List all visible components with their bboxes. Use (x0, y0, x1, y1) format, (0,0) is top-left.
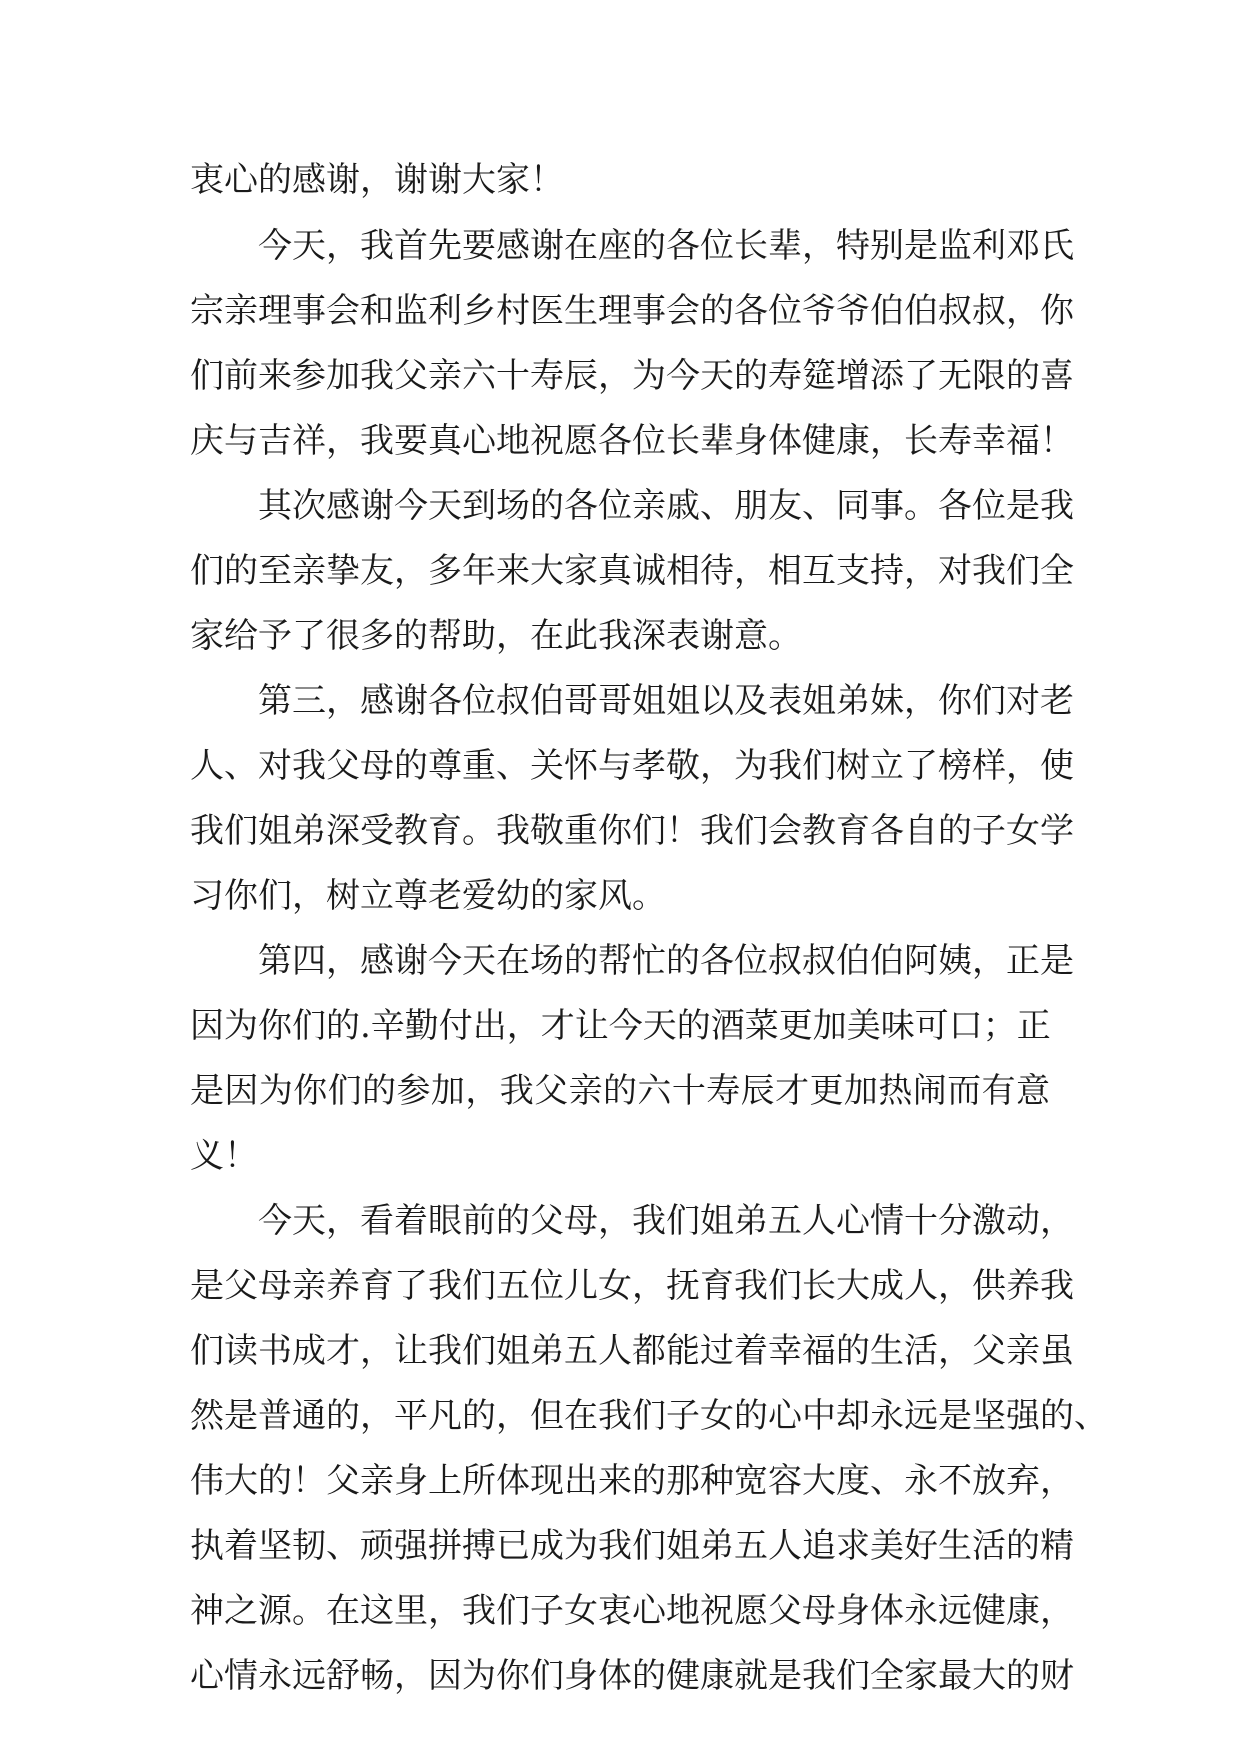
text-line: 心情永远舒畅，因为你们身体的健康就是我们全家最大的财 (190, 1656, 1074, 1696)
text-line: 们读书成才，让我们姐弟五人都能过着幸福的生活，父亲虽 (190, 1331, 1074, 1371)
text-line: 们前来参加我父亲六十寿辰，为今天的寿筵增添了无限的喜 (190, 356, 1074, 396)
paragraph-first-line: 第三，感谢各位叔伯哥哥姐姐以及表姐弟妹，你们对老 (258, 681, 1074, 721)
paragraph-first-line: 其次感谢今天到场的各位亲戚、朋友、同事。各位是我 (258, 486, 1074, 526)
text-line: 家给予了很多的帮助，在此我深表谢意。 (190, 616, 802, 656)
text-line: 因为你们的.辛勤付出，才让今天的酒菜更加美味可口；正 (190, 1006, 1051, 1046)
text-line: 义！ (190, 1136, 258, 1176)
text-line: 神之源。在这里，我们子女衷心地祝愿父母身体永远健康， (190, 1591, 1074, 1631)
text-line: 是因为你们的参加，我父亲的六十寿辰才更加热闹而有意 (190, 1071, 1050, 1111)
text-line: 们的至亲挚友，多年来大家真诚相待，相互支持，对我们全 (190, 551, 1074, 591)
text-line: 习你们，树立尊老爱幼的家风。 (190, 876, 666, 916)
text-line: 衷心的感谢，谢谢大家！ (190, 160, 564, 200)
text-line: 执着坚韧、顽强拼搏已成为我们姐弟五人追求美好生活的精 (190, 1526, 1074, 1566)
text-line: 宗亲理事会和监利乡村医生理事会的各位爷爷伯伯叔叔，你 (190, 291, 1074, 331)
text-line: 然是普通的，平凡的，但在我们子女的心中却永远是坚强的、 (190, 1396, 1108, 1436)
text-line: 庆与吉祥，我要真心地祝愿各位长辈身体健康，长寿幸福！ (190, 421, 1074, 461)
paragraph-first-line: 今天，看着眼前的父母，我们姐弟五人心情十分激动， (258, 1201, 1074, 1241)
text-line: 伟大的！父亲身上所体现出来的那种宽容大度、永不放弃， (190, 1461, 1074, 1501)
text-line: 人、对我父母的尊重、关怀与孝敬，为我们树立了榜样，使 (190, 746, 1074, 786)
paragraph-first-line: 今天，我首先要感谢在座的各位长辈，特别是监利邓氏 (258, 226, 1074, 266)
text-line: 我们姐弟深受教育。我敬重你们！我们会教育各自的子女学 (190, 811, 1074, 851)
paragraph-first-line: 第四，感谢今天在场的帮忙的各位叔叔伯伯阿姨，正是 (258, 941, 1074, 981)
text-line: 是父母亲养育了我们五位儿女，抚育我们长大成人，供养我 (190, 1266, 1074, 1306)
